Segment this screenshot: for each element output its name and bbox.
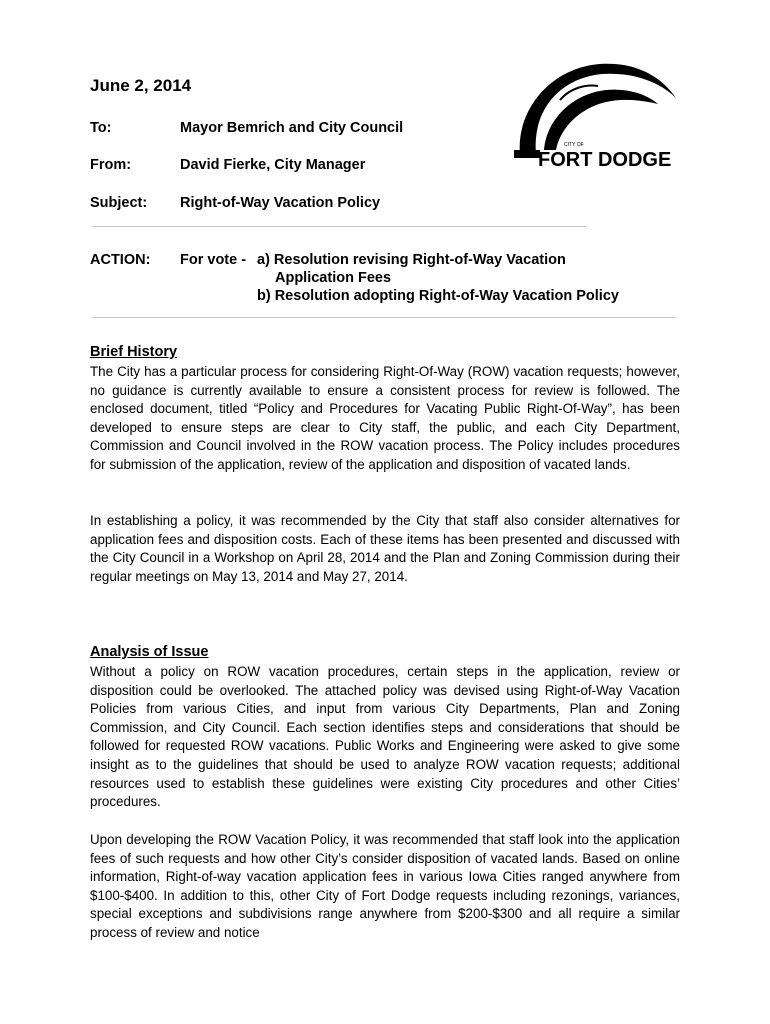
memo-date: June 2, 2014 xyxy=(90,76,192,95)
from-value: David Fierke, City Manager xyxy=(180,157,366,173)
action-vote: For vote - xyxy=(180,252,247,268)
subject-label: Subject: xyxy=(90,195,148,211)
to-value: Mayor Bemrich and City Council xyxy=(180,120,404,136)
analysis-paragraph-1: Without a policy on ROW vacation procedures, certain steps in the application, review or disposition could be overlooked. The attached policy was devised using Right-of-Way Vacation Policies from various Cities, and input from various City Departments, Plan and Zoning Commission, and City Council. Each section identifies steps and considerations that should be followed for requested ROW vacations. Public Works and Engineering were asked to give some insight as to the guidelines that should be used to analyze ROW vacation requests; additional resources used to establish these guidelines were existing City procedures and other Cities’ procedures. xyxy=(90,664,680,810)
action-item-a-cont: Application Fees xyxy=(275,270,392,286)
analysis-title: Analysis of Issue xyxy=(90,644,209,660)
subject-value: Right-of-Way Vacation Policy xyxy=(180,195,381,211)
city-logo xyxy=(510,58,680,176)
action-item-a: a) Resolution revising Right-of-Way Vacation xyxy=(257,252,566,268)
from-label: From: xyxy=(90,157,132,173)
analysis-paragraph-2: Upon developing the ROW Vacation Policy, it was recommended that staff look into the application fees of such requests and how other City’s consider disposition of vacated lands. Based on online information, Right-of-way vacation application fees in various Iowa Cities ranged anywhere from $100-$400. In addition to this, other City of Fort Dodge requests including rezonings, variances, special exceptions and subdivisions range anywhere from $200-$300 and all require a similar process of review and notice xyxy=(90,832,680,940)
brief-history-paragraph-1: The City has a particular process for considering Right-Of-Way (ROW) vacation requests; however, no guidance is currently available to ensure a consistent process for review is followed. The enclosed document, titled “Policy and Procedures for Vacating Public Right-Of-Way”, has been developed to ensure steps are clear to City staff, the public, and each City Department, Commission and Council involved in the ROW vacation process. The Policy includes procedures for submission of the application, review of the application and disposition of vacated lands. xyxy=(90,364,680,472)
action-items xyxy=(257,251,619,305)
header-divider xyxy=(92,226,586,227)
brief-history-title: Brief History xyxy=(90,344,178,360)
action-label: ACTION: xyxy=(90,252,151,268)
logo-city-of: CITY OF xyxy=(564,142,584,148)
action-divider xyxy=(92,317,676,318)
logo-fort-dodge: FORT DODGE xyxy=(538,149,672,171)
brief-history-paragraph-2: In establishing a policy, it was recommended by the City that staff also consider alternatives for application fees and disposition costs. Each of these items has been presented and discussed with the City Council in a Workshop on April 28, 2014 and the Plan and Zoning Commission during their regular meetings on May 13, 2014 and May 27, 2014. xyxy=(90,513,680,584)
action-item-b: b) Resolution adopting Right-of-Way Vacation Policy xyxy=(257,288,619,304)
to-label: To: xyxy=(90,120,112,136)
logo-graphic xyxy=(510,58,680,176)
